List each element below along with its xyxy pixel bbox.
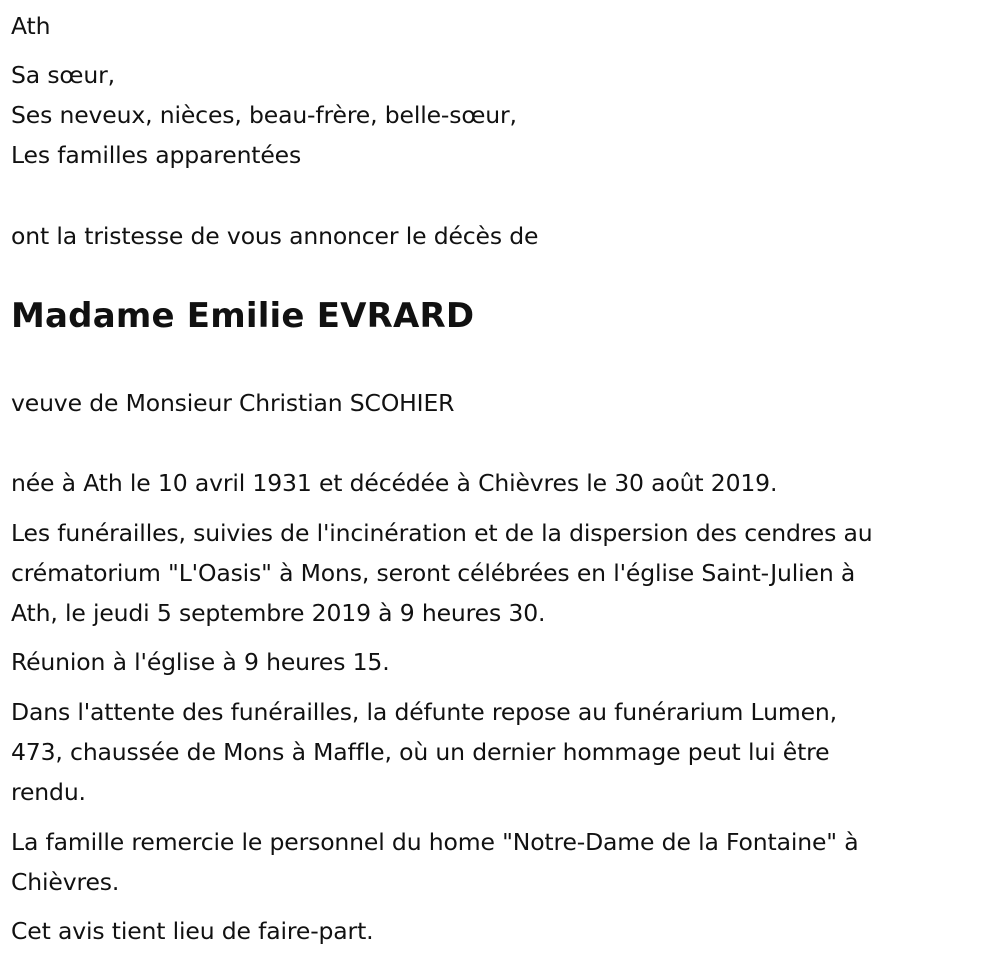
funeral-line: Les funérailles, suivies de l'incinération et de la dispersion des cendres au bbox=[11, 519, 873, 547]
birth-death-line: née à Ath le 10 avril 1931 et décédée à Chièvres le 30 août 2019. bbox=[11, 469, 778, 497]
viewing-line: Dans l'attente des funérailles, la défunte repose au funérarium Lumen, bbox=[11, 698, 837, 726]
funeral-line: Ath, le jeudi 5 septembre 2019 à 9 heures 30. bbox=[11, 599, 546, 627]
closing-line: Cet avis tient lieu de faire-part. bbox=[11, 917, 374, 945]
thanks-paragraph bbox=[11, 822, 989, 902]
spouse-line: veuve de Monsieur Christian SCOHIER bbox=[11, 389, 455, 417]
viewing-line: 473, chaussée de Mons à Maffle, où un dernier hommage peut lui être bbox=[11, 738, 830, 766]
family-line-relatives: Les familles apparentées bbox=[11, 141, 302, 169]
family-line-sister: Sa sœur, bbox=[11, 61, 115, 89]
viewing-paragraph bbox=[11, 692, 989, 812]
meeting-line: Réunion à l'église à 9 heures 15. bbox=[11, 648, 390, 676]
thanks-line: La famille remercie le personnel du home "Notre-Dame de la Fontaine" à bbox=[11, 828, 859, 856]
announcement-line: ont la tristesse de vous annoncer le décès de bbox=[11, 222, 539, 250]
thanks-line: Chièvres. bbox=[11, 868, 120, 896]
family-line-nephews: Ses neveux, nièces, beau-frère, belle-sœur, bbox=[11, 101, 517, 129]
funeral-paragraph bbox=[11, 513, 989, 633]
deceased-name: Madame Emilie EVRARD bbox=[11, 296, 475, 336]
location-line: Ath bbox=[11, 12, 51, 40]
funeral-line: crématorium "L'Oasis" à Mons, seront célébrées en l'église Saint-Julien à bbox=[11, 559, 856, 587]
viewing-line: rendu. bbox=[11, 778, 86, 806]
